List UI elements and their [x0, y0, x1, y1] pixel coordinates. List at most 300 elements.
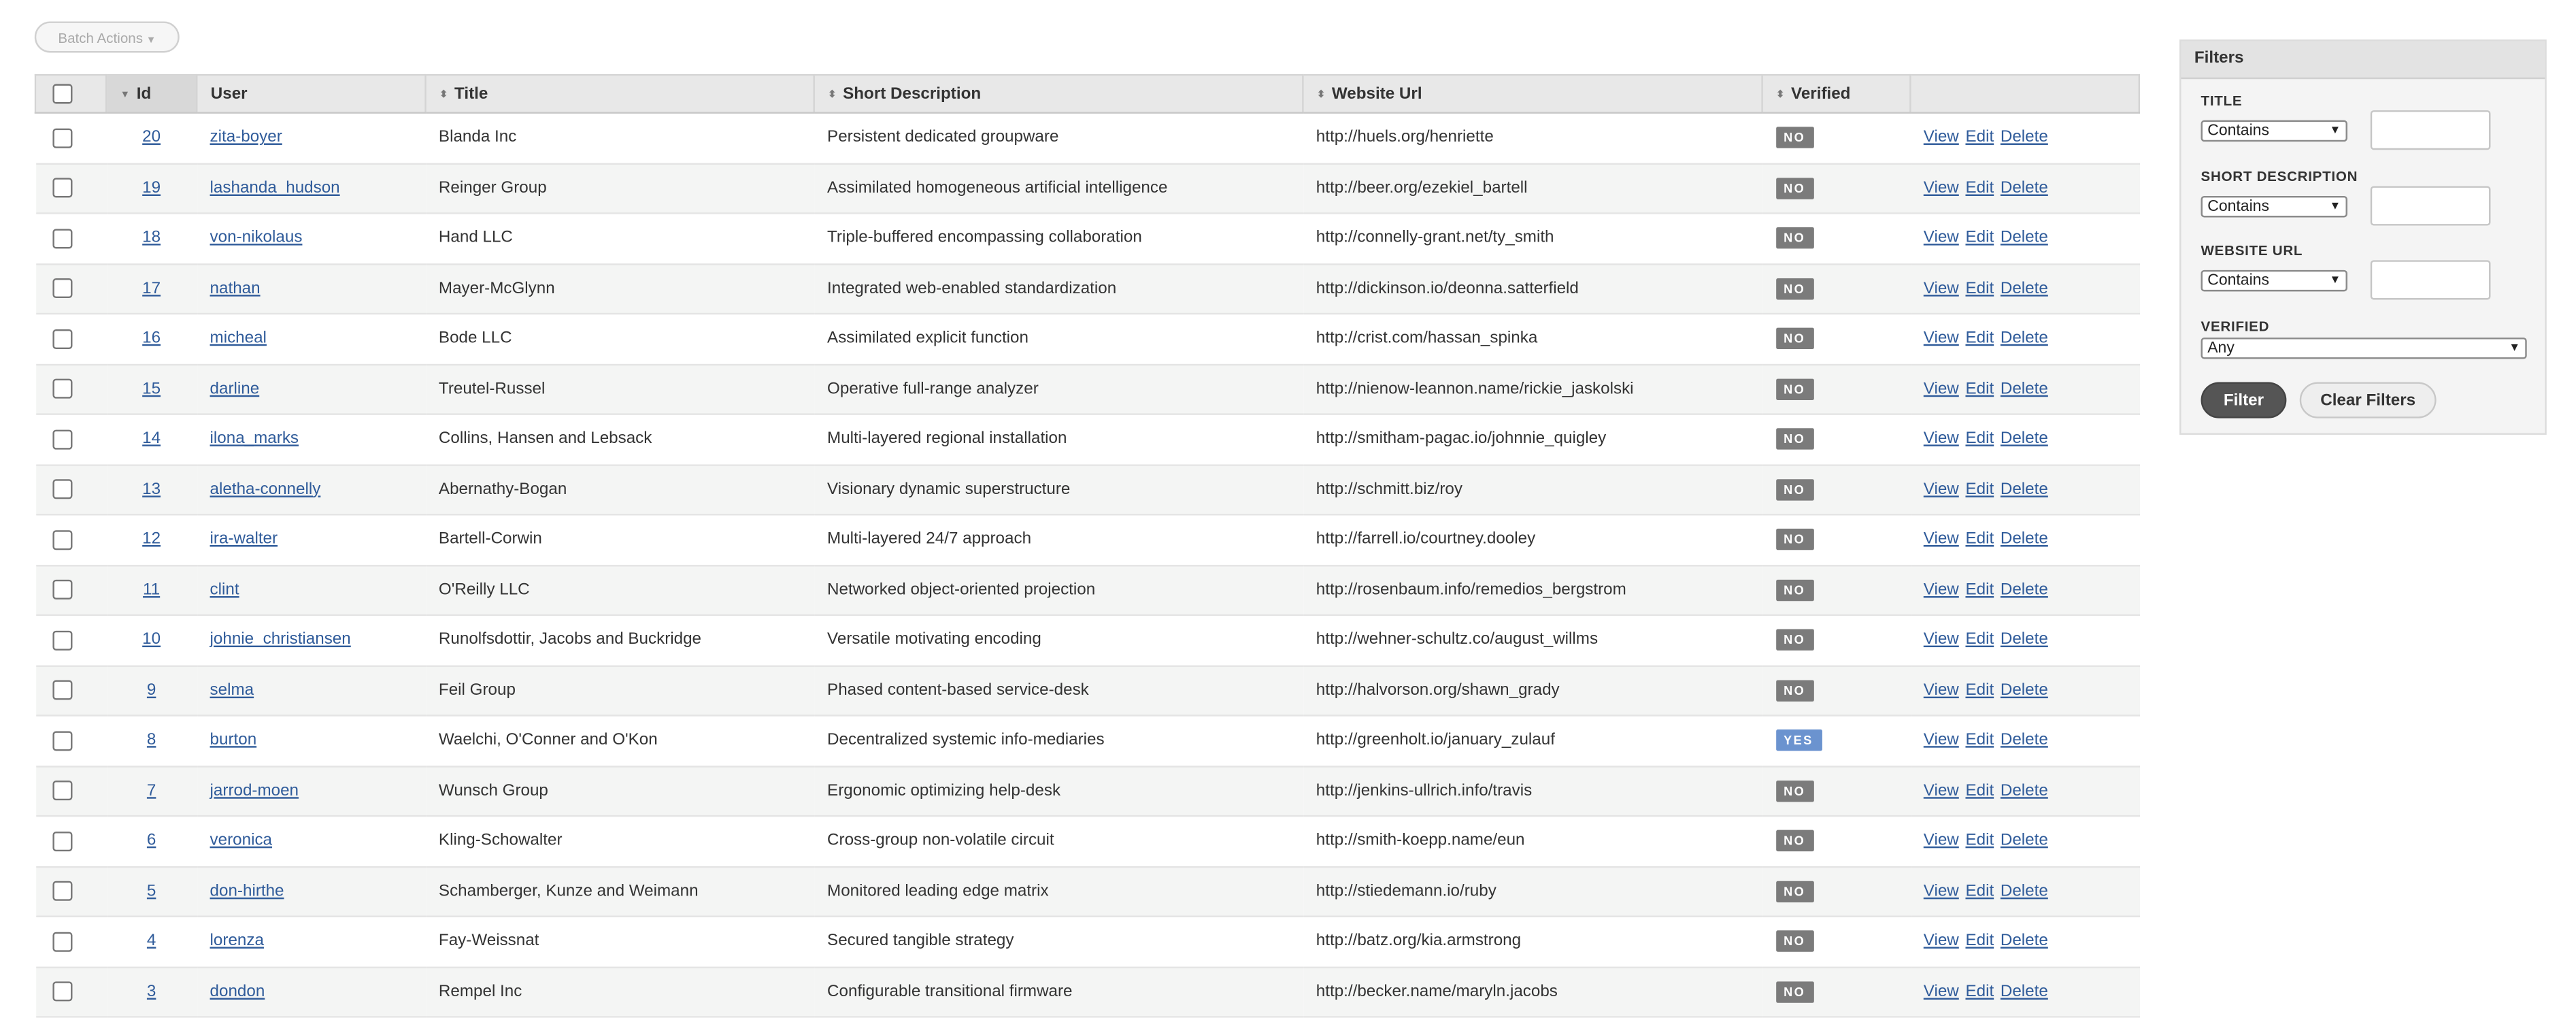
user-link[interactable]: nathan — [210, 279, 261, 298]
row-select-cell — [35, 364, 106, 414]
short-description-cell: Assimilated explicit function — [814, 314, 1303, 364]
short-description-column-header[interactable] — [814, 75, 1303, 113]
actions-cell — [1910, 766, 2139, 816]
table-row — [35, 314, 2139, 364]
table-row — [35, 113, 2139, 163]
website-url-cell: http://smith-koepp.name/eun — [1303, 816, 1762, 866]
row-checkbox[interactable] — [52, 580, 71, 600]
title-cell: Waelchi, O'Conner and O'Kon — [426, 715, 814, 766]
short-description-cell: Triple-buffered encompassing collaboration — [814, 213, 1303, 263]
sort-desc-icon: ▼ — [120, 89, 131, 100]
view-link[interactable]: View — [1923, 983, 1959, 1001]
user-link[interactable]: selma — [210, 681, 254, 700]
id-link[interactable]: 13 — [142, 480, 161, 499]
actions-cell — [1910, 666, 2139, 716]
verified-badge: NO — [1775, 278, 1813, 299]
title-cell: Runolfsdottir, Jacobs and Buckridge — [426, 615, 814, 666]
row-select-cell — [35, 113, 106, 163]
view-link[interactable]: View — [1923, 229, 1959, 248]
title-cell: O'Reilly LLC — [426, 565, 814, 615]
actions-cell — [1910, 715, 2139, 766]
chevron-down-icon: ▼ — [2329, 125, 2341, 137]
verified-cell — [1762, 766, 1911, 816]
short-description-cell: Cross-group non-volatile circuit — [814, 816, 1303, 866]
row-checkbox[interactable] — [52, 932, 71, 951]
edit-link[interactable]: Edit — [1965, 781, 1994, 800]
website-url-cell: http://nienow-leannon.name/rickie_jaskolski — [1303, 364, 1762, 414]
view-link[interactable]: View — [1923, 430, 1959, 448]
user-link[interactable]: micheal — [210, 329, 267, 348]
delete-link[interactable]: Delete — [2000, 631, 2048, 650]
verified-cell — [1762, 364, 1911, 414]
edit-link[interactable]: Edit — [1965, 430, 1994, 448]
delete-link[interactable]: Delete — [2000, 380, 2048, 399]
verified-cell — [1762, 514, 1911, 565]
website-url-filter-input[interactable] — [2371, 260, 2491, 299]
actions-cell — [1910, 213, 2139, 263]
id-link[interactable]: 20 — [142, 129, 161, 147]
table-row — [35, 967, 2139, 1017]
website-url-cell: http://huels.org/henriette — [1303, 113, 1762, 163]
id-cell — [106, 514, 197, 565]
id-link[interactable]: 4 — [146, 932, 156, 951]
user-cell — [197, 364, 425, 414]
id-link[interactable]: 7 — [146, 781, 156, 800]
user-link[interactable]: lashanda_hudson — [210, 179, 340, 197]
edit-link[interactable]: Edit — [1965, 580, 1994, 600]
short-description-cell: Multi-layered 24/7 approach — [814, 514, 1303, 565]
user-cell — [197, 866, 425, 917]
batch-actions-label: Batch Actions — [58, 29, 144, 46]
website-url-cell: http://smitham-pagac.io/johnnie_quigley — [1303, 414, 1762, 465]
row-checkbox[interactable] — [52, 128, 71, 148]
verified-badge: NO — [1775, 680, 1813, 701]
view-link[interactable]: View — [1923, 580, 1959, 600]
row-checkbox[interactable] — [52, 982, 71, 1002]
website-url-cell: http://crist.com/hassan_spinka — [1303, 314, 1762, 364]
id-link[interactable]: 5 — [146, 882, 156, 901]
verified-filter-select[interactable] — [2201, 338, 2527, 359]
title-header-label: Title — [454, 84, 488, 103]
actions-cell — [1910, 967, 2139, 1017]
user-cell — [197, 816, 425, 866]
user-link[interactable]: jarrod-moen — [210, 781, 299, 800]
id-cell — [106, 816, 197, 866]
title-cell: Rempel Inc — [426, 967, 814, 1017]
short-description-cell: Configurable transitional firmware — [814, 967, 1303, 1017]
row-checkbox[interactable] — [52, 881, 71, 901]
website-url-column-header[interactable] — [1303, 75, 1762, 113]
short-description-filter-operator-select[interactable] — [2201, 196, 2347, 217]
delete-link[interactable]: Delete — [2000, 329, 2048, 348]
title-cell: Wunsch Group — [426, 766, 814, 816]
id-cell — [106, 666, 197, 716]
website-url-filter-label: WEBSITE URL — [2201, 242, 2303, 259]
id-cell — [106, 464, 197, 514]
id-link[interactable]: 8 — [146, 732, 156, 750]
edit-link[interactable]: Edit — [1965, 983, 1994, 1001]
title-cell: Collins, Hansen and Lebsack — [426, 414, 814, 465]
title-column-header[interactable] — [426, 75, 814, 113]
title-cell: Bode LLC — [426, 314, 814, 364]
row-checkbox[interactable] — [52, 630, 71, 650]
view-link[interactable]: View — [1923, 732, 1959, 750]
view-link[interactable]: View — [1923, 279, 1959, 298]
id-link[interactable]: 19 — [142, 179, 161, 197]
short-description-cell: Visionary dynamic superstructure — [814, 464, 1303, 514]
id-cell — [106, 565, 197, 615]
view-link[interactable]: View — [1923, 530, 1959, 549]
short-description-cell: Decentralized systemic info-mediaries — [814, 715, 1303, 766]
id-link[interactable]: 17 — [142, 279, 161, 298]
row-checkbox[interactable] — [52, 379, 71, 399]
row-select-cell — [35, 414, 106, 465]
website-url-cell: http://farrell.io/courtney.dooley — [1303, 514, 1762, 565]
row-select-cell — [35, 314, 106, 364]
id-link[interactable]: 10 — [142, 631, 161, 650]
title-cell: Abernathy-Bogan — [426, 464, 814, 514]
short-description-cell: Integrated web-enabled standardization — [814, 263, 1303, 314]
user-link[interactable]: clint — [210, 580, 239, 600]
index-table — [35, 74, 2140, 1018]
view-link[interactable]: View — [1923, 781, 1959, 800]
actions-cell — [1910, 514, 2139, 565]
title-filter-operator-value: Contains — [2207, 122, 2269, 140]
view-link[interactable]: View — [1923, 179, 1959, 197]
user-link[interactable]: ilona_marks — [210, 430, 299, 448]
row-select-cell — [35, 866, 106, 917]
actions-cell — [1910, 816, 2139, 866]
user-cell — [197, 113, 425, 163]
user-link[interactable]: burton — [210, 732, 257, 750]
chevron-down-icon: ▼ — [146, 36, 156, 46]
sortable-icon: ⬍ — [1776, 89, 1785, 100]
view-link[interactable]: View — [1923, 681, 1959, 700]
verified-badge: YES — [1775, 730, 1822, 751]
short-description-cell: Ergonomic optimizing help-desk — [814, 766, 1303, 816]
title-cell: Schamberger, Kunze and Weimann — [426, 866, 814, 917]
table-row — [35, 816, 2139, 866]
user-cell — [197, 666, 425, 716]
verified-cell — [1762, 715, 1911, 766]
user-cell — [197, 514, 425, 565]
edit-link[interactable]: Edit — [1965, 129, 1994, 147]
title-cell: Reinger Group — [426, 163, 814, 214]
user-cell — [197, 213, 425, 263]
delete-link[interactable]: Delete — [2000, 781, 2048, 800]
delete-link[interactable]: Delete — [2000, 882, 2048, 901]
verified-badge: NO — [1775, 378, 1813, 399]
verified-cell — [1762, 213, 1911, 263]
table-row — [35, 715, 2139, 766]
view-link[interactable]: View — [1923, 129, 1959, 147]
delete-link[interactable]: Delete — [2000, 279, 2048, 298]
view-link[interactable]: View — [1923, 329, 1959, 348]
user-cell — [197, 565, 425, 615]
row-select-cell — [35, 816, 106, 866]
website-url-cell: http://beer.org/ezekiel_bartell — [1303, 163, 1762, 214]
delete-link[interactable]: Delete — [2000, 229, 2048, 248]
verified-column-header[interactable] — [1762, 75, 1911, 113]
id-header-label: Id — [136, 84, 152, 103]
delete-link[interactable]: Delete — [2000, 430, 2048, 448]
actions-cell — [1910, 414, 2139, 465]
verified-cell — [1762, 414, 1911, 465]
id-cell — [106, 917, 197, 967]
title-cell: Hand LLC — [426, 213, 814, 263]
user-link[interactable]: dondon — [210, 983, 265, 1001]
batch-actions-button[interactable] — [35, 21, 180, 52]
actions-cell — [1910, 163, 2139, 214]
table-row — [35, 514, 2139, 565]
table-row — [35, 213, 2139, 263]
short-description-cell: Monitored leading edge matrix — [814, 866, 1303, 917]
row-select-cell — [35, 464, 106, 514]
id-link[interactable]: 11 — [143, 580, 161, 600]
user-cell — [197, 464, 425, 514]
delete-link[interactable]: Delete — [2000, 983, 2048, 1001]
chevron-down-icon: ▼ — [2509, 342, 2521, 355]
row-select-cell — [35, 967, 106, 1017]
website-url-cell: http://greenholt.io/january_zulauf — [1303, 715, 1762, 766]
sortable-icon: ⬍ — [439, 89, 448, 100]
user-link[interactable]: johnie_christiansen — [210, 631, 351, 650]
verified-cell — [1762, 163, 1911, 214]
title-cell: Blanda Inc — [426, 113, 814, 163]
sortable-icon: ⬍ — [828, 89, 837, 100]
short-description-filter-label: SHORT DESCRIPTION — [2201, 167, 2358, 185]
verified-cell — [1762, 615, 1911, 666]
verified-badge: NO — [1775, 178, 1813, 199]
table-row — [35, 263, 2139, 314]
edit-link[interactable]: Edit — [1965, 480, 1994, 499]
clear-filters-button[interactable]: Clear Filters — [2300, 382, 2437, 418]
website-url-cell: http://jenkins-ullrich.info/travis — [1303, 766, 1762, 816]
verified-badge: NO — [1775, 830, 1813, 851]
user-header-label: User — [210, 84, 248, 103]
id-column-header[interactable] — [106, 75, 197, 113]
user-cell — [197, 766, 425, 816]
view-link[interactable]: View — [1923, 631, 1959, 650]
id-cell — [106, 113, 197, 163]
user-column-header — [197, 75, 425, 113]
sortable-icon: ⬍ — [1317, 89, 1326, 100]
verified-badge: NO — [1775, 228, 1813, 249]
id-cell — [106, 163, 197, 214]
edit-link[interactable]: Edit — [1965, 229, 1994, 248]
user-link[interactable]: aletha-connelly — [210, 480, 321, 499]
verified-filter-value: Any — [2207, 339, 2235, 358]
actions-cell — [1910, 615, 2139, 666]
row-checkbox[interactable] — [52, 831, 71, 851]
actions-cell — [1910, 263, 2139, 314]
verified-cell — [1762, 866, 1911, 917]
actions-cell — [1910, 917, 2139, 967]
view-link[interactable]: View — [1923, 882, 1959, 901]
table-body — [35, 113, 2139, 1017]
id-link[interactable]: 14 — [142, 430, 161, 448]
website-url-cell: http://becker.name/maryln.jacobs — [1303, 967, 1762, 1017]
table-row — [35, 666, 2139, 716]
id-link[interactable]: 9 — [146, 681, 156, 700]
row-checkbox[interactable] — [52, 530, 71, 550]
delete-link[interactable]: Delete — [2000, 580, 2048, 600]
user-link[interactable]: darline — [210, 380, 260, 399]
filter-button[interactable]: Filter — [2201, 382, 2287, 418]
row-checkbox[interactable] — [52, 279, 71, 299]
user-link[interactable]: von-nikolaus — [210, 229, 303, 248]
edit-link[interactable]: Edit — [1965, 681, 1994, 700]
actions-cell — [1910, 364, 2139, 414]
row-select-cell — [35, 666, 106, 716]
id-link[interactable]: 12 — [142, 530, 161, 549]
delete-link[interactable]: Delete — [2000, 932, 2048, 951]
user-link[interactable]: zita-boyer — [210, 129, 282, 147]
view-link[interactable]: View — [1923, 380, 1959, 399]
edit-link[interactable]: Edit — [1965, 380, 1994, 399]
id-cell — [106, 615, 197, 666]
verified-header-label: Verified — [1791, 84, 1851, 103]
short-description-filter-input[interactable] — [2371, 186, 2491, 225]
edit-link[interactable]: Edit — [1965, 179, 1994, 197]
edit-link[interactable]: Edit — [1965, 732, 1994, 750]
edit-link[interactable]: Edit — [1965, 882, 1994, 901]
delete-link[interactable]: Delete — [2000, 129, 2048, 147]
delete-link[interactable]: Delete — [2000, 530, 2048, 549]
verified-badge: NO — [1775, 479, 1813, 500]
title-cell: Bartell-Corwin — [426, 514, 814, 565]
table-row — [35, 766, 2139, 816]
user-cell — [197, 715, 425, 766]
edit-link[interactable]: Edit — [1965, 631, 1994, 650]
verified-cell — [1762, 967, 1911, 1017]
title-cell: Fay-Weissnat — [426, 917, 814, 967]
row-select-cell — [35, 514, 106, 565]
id-link[interactable]: 3 — [146, 983, 156, 1001]
edit-link[interactable]: Edit — [1965, 530, 1994, 549]
short-description-cell: Phased content-based service-desk — [814, 666, 1303, 716]
row-checkbox[interactable] — [52, 781, 71, 801]
short-description-cell: Operative full-range analyzer — [814, 364, 1303, 414]
website-url-cell: http://stiedemann.io/ruby — [1303, 866, 1762, 917]
short-description-cell: Networked object-oriented projection — [814, 565, 1303, 615]
website-url-header-label: Website Url — [1331, 84, 1422, 103]
website-url-cell: http://connelly-grant.net/ty_smith — [1303, 213, 1762, 263]
edit-link[interactable]: Edit — [1965, 932, 1994, 951]
verified-badge: NO — [1775, 881, 1813, 902]
verified-cell — [1762, 666, 1911, 716]
chevron-down-icon: ▼ — [2329, 201, 2341, 213]
short-description-cell: Versatile motivating encoding — [814, 615, 1303, 666]
id-cell — [106, 967, 197, 1017]
id-link[interactable]: 16 — [142, 329, 161, 348]
id-cell — [106, 766, 197, 816]
title-cell: Feil Group — [426, 666, 814, 716]
select-all-checkbox[interactable] — [52, 84, 72, 103]
table-row — [35, 464, 2139, 514]
title-filter-input[interactable] — [2371, 110, 2491, 150]
row-checkbox[interactable] — [52, 329, 71, 348]
id-link[interactable]: 18 — [142, 229, 161, 248]
delete-link[interactable]: Delete — [2000, 732, 2048, 750]
title-filter-operator-select[interactable] — [2201, 120, 2347, 142]
website-url-cell: http://halvorson.org/shawn_grady — [1303, 666, 1762, 716]
row-checkbox[interactable] — [52, 229, 71, 248]
verified-badge: NO — [1775, 931, 1813, 952]
row-checkbox[interactable] — [52, 429, 71, 449]
website-url-filter-operator-value: Contains — [2207, 272, 2269, 290]
verified-cell — [1762, 565, 1911, 615]
row-checkbox[interactable] — [52, 731, 71, 751]
user-link[interactable]: ira-walter — [210, 530, 278, 549]
id-link[interactable]: 15 — [142, 380, 161, 399]
verified-badge: NO — [1775, 780, 1813, 801]
view-link[interactable]: View — [1923, 932, 1959, 951]
row-select-cell — [35, 565, 106, 615]
verified-cell — [1762, 917, 1911, 967]
id-cell — [106, 263, 197, 314]
row-select-cell — [35, 213, 106, 263]
edit-link[interactable]: Edit — [1965, 832, 1994, 851]
actions-cell — [1910, 113, 2139, 163]
edit-link[interactable]: Edit — [1965, 279, 1994, 298]
verified-filter-label: VERIFIED — [2201, 318, 2270, 335]
delete-link[interactable]: Delete — [2000, 480, 2048, 499]
user-link[interactable]: veronica — [210, 832, 273, 851]
row-select-cell — [35, 766, 106, 816]
verified-cell — [1762, 263, 1911, 314]
user-cell — [197, 615, 425, 666]
user-link[interactable]: don-hirthe — [210, 882, 284, 901]
delete-link[interactable]: Delete — [2000, 681, 2048, 700]
row-checkbox[interactable] — [52, 680, 71, 700]
verified-cell — [1762, 816, 1911, 866]
row-select-cell — [35, 715, 106, 766]
website-url-filter-operator-select[interactable] — [2201, 270, 2347, 291]
chevron-down-icon: ▼ — [2329, 275, 2341, 287]
table-row — [35, 615, 2139, 666]
delete-link[interactable]: Delete — [2000, 832, 2048, 851]
verified-badge: NO — [1775, 429, 1813, 450]
filters-panel — [2179, 39, 2547, 435]
id-link[interactable]: 6 — [146, 832, 156, 851]
delete-link[interactable]: Delete — [2000, 179, 2048, 197]
view-link[interactable]: View — [1923, 832, 1959, 851]
table-row — [35, 866, 2139, 917]
row-checkbox[interactable] — [52, 480, 71, 499]
table-row — [35, 414, 2139, 465]
title-cell: Kling-Schowalter — [426, 816, 814, 866]
row-checkbox[interactable] — [52, 178, 71, 198]
website-url-cell: http://schmitt.biz/roy — [1303, 464, 1762, 514]
id-cell — [106, 364, 197, 414]
website-url-cell: http://wehner-schultz.co/august_willms — [1303, 615, 1762, 666]
table-row — [35, 163, 2139, 214]
id-cell — [106, 213, 197, 263]
user-link[interactable]: lorenza — [210, 932, 264, 951]
actions-cell — [1910, 314, 2139, 364]
actions-cell — [1910, 464, 2139, 514]
user-cell — [197, 917, 425, 967]
view-link[interactable]: View — [1923, 480, 1959, 499]
row-select-cell — [35, 917, 106, 967]
select-all-header — [35, 75, 106, 113]
short-description-cell: Persistent dedicated groupware — [814, 113, 1303, 163]
verified-badge: NO — [1775, 328, 1813, 349]
user-cell — [197, 967, 425, 1017]
edit-link[interactable]: Edit — [1965, 329, 1994, 348]
filters-heading: Filters — [2181, 42, 2545, 80]
